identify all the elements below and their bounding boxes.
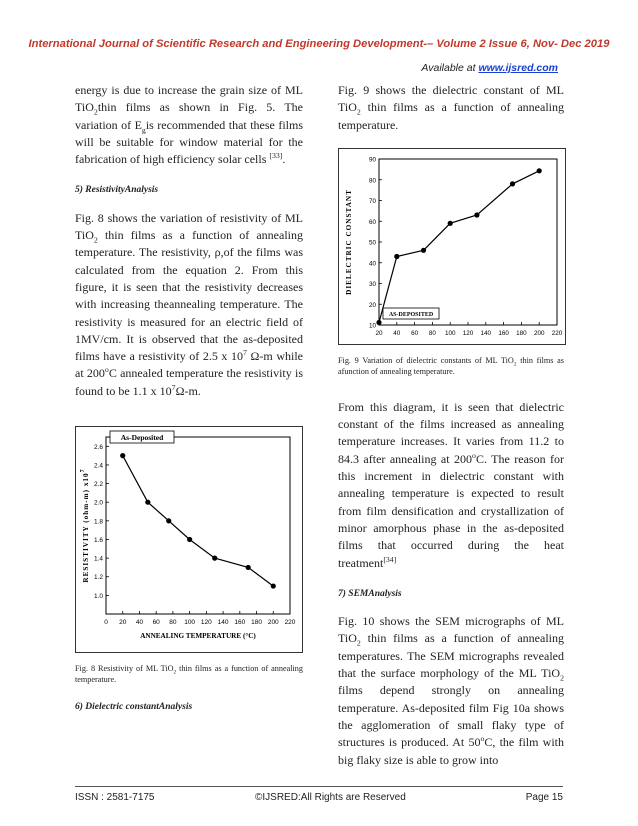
plot-frame (379, 159, 557, 325)
x-tick-label: 220 (284, 619, 296, 627)
y-tick-label: 20 (368, 301, 376, 309)
journal-link[interactable]: www.ijsred.com (478, 62, 558, 74)
x-tick-label: 180 (251, 619, 262, 627)
y-axis-label: DIELECTRIC CONSTANT (345, 189, 353, 295)
left-paragraph-2: Fig. 8 shows the variation of resistivity of ML TiO$_2$ thin films as a function of annealing temperature. The resistivity, ρ,of the films was calculated from the equation 2. From this figure, it is seen that the resistivity decreases with increasing theannealing temperature. The resistivity is measured for an electric field of 1MV/cm. It is observed that the as-deposited films have a resistivity of 2.5 x $10^7$ Ω-m while at 200$^o$C annealed temperature the resistivity is found to be 1.1 x $10^7\Omega-m$. (75, 210, 304, 398)
x-tick-label: 60 (411, 329, 419, 337)
x-tick-label: 140 (480, 329, 492, 337)
data-point (474, 212, 479, 217)
y-tick-label: 2.2 (93, 481, 103, 489)
section-heading-sem: 7) SEMAnalysis (338, 588, 402, 599)
x-tick-label: 200 (533, 329, 545, 337)
x-tick-label: 0 (104, 619, 108, 627)
data-point (448, 221, 453, 226)
y-axis-label-exponent: 7 (80, 468, 86, 473)
section-heading-resistivity: 5) ResistivityAnalysis (75, 185, 159, 196)
y-tick-label: 70 (368, 197, 376, 205)
footer-page: Page 15 (525, 792, 563, 803)
series-line (379, 171, 539, 323)
footer-rights: ©IJSRED:All Rights are Reserved (255, 792, 406, 803)
footer-rule (75, 786, 563, 787)
x-tick-label: 20 (119, 619, 127, 627)
y-tick-label: 80 (368, 177, 376, 185)
x-tick-label: 180 (516, 329, 527, 337)
data-point (394, 254, 399, 259)
x-tick-label: 20 (375, 329, 383, 337)
x-tick-label: 40 (135, 619, 144, 627)
data-point (166, 518, 171, 523)
x-tick-label: 160 (234, 619, 246, 627)
legend-label: AS-DEPOSITED (388, 311, 434, 318)
data-point (120, 453, 125, 458)
data-point (376, 320, 381, 325)
y-tick-label: 1.4 (93, 555, 103, 563)
x-tick-label: 60 (152, 619, 160, 627)
data-point (145, 500, 150, 505)
data-point (212, 556, 217, 561)
data-point (246, 565, 251, 570)
y-tick-label: 1.0 (93, 592, 103, 600)
y-tick-label: 90 (368, 156, 376, 164)
legend-label: As-Deposited (120, 433, 164, 443)
y-tick-label: 2.0 (93, 499, 103, 507)
figure-8-caption: Fig. 8 Resistivity of ML TiO$_2$ thin films as a function of annealing temperature. (75, 664, 303, 685)
x-tick-label: 80 (428, 329, 436, 337)
x-tick-label: 140 (217, 619, 229, 627)
right-paragraph-1: Fig. 9 shows the dielectric constant of ML TiO$_2$ thin films as a function of annealing temperature. (338, 83, 564, 132)
data-point (421, 248, 426, 253)
series-line (123, 456, 274, 586)
available-at (421, 62, 558, 74)
footer-issn: ISSN : 2581-7175 (75, 792, 155, 803)
available-prefix: Available at (421, 62, 479, 74)
x-tick-label: 80 (169, 619, 177, 627)
x-tick-label: 40 (393, 329, 401, 337)
y-tick-label: 30 (368, 280, 376, 288)
data-point (271, 583, 276, 588)
x-tick-label: 200 (267, 619, 279, 627)
y-tick-label: 1.2 (93, 574, 103, 582)
y-tick-label: 50 (368, 239, 376, 247)
figure-9 (338, 148, 566, 345)
figure-8-chart (76, 427, 302, 652)
figure-9-chart (339, 149, 565, 344)
y-tick-label: 2.6 (93, 443, 103, 451)
x-tick-label: 120 (200, 619, 212, 627)
left-paragraph-1: energy is due to increase the grain size of ML TiO$_2$thin films as shown in Fig. 5. The variation of $E_gis$ recommended that these films will be suitable for window material for the fabrication of high efficiency solar cells [33]. (75, 83, 303, 167)
right-paragraph-2: From this diagram, it is seen that dielectric constant of the films increased as annealing temperature increases. It varies from 11.2 to 84.3 after annealing at 200$^o$C. The reason for this increment in dielectric constant with annealing temperature is expected to result from film densification and crystallization of minor amorphous phase in the as-deposited films that occurred during the heat treatment[34] (338, 399, 564, 570)
y-tick-label: 60 (368, 218, 376, 226)
x-axis-label: ANNEALING TEMPERATURE (°C) (140, 632, 256, 641)
y-tick-label: 1.6 (93, 537, 103, 545)
y-axis-label: RESISTIVITY (ohm-m) $x10^7$ (80, 468, 90, 583)
x-tick-label: 160 (498, 329, 509, 337)
y-tick-label: 2.4 (93, 462, 103, 470)
journal-title: International Journal of Scientific Research and Engineering Development-– Volume 2 Issue 6, Nov- Dec 2019 (28, 38, 610, 50)
right-column (338, 82, 564, 769)
data-point (537, 168, 542, 173)
figure-8 (75, 426, 303, 653)
y-tick-label: 40 (368, 260, 376, 268)
y-tick-label: 1.8 (93, 518, 103, 526)
x-tick-label: 120 (462, 329, 474, 337)
x-tick-label: 100 (184, 619, 196, 627)
data-point (510, 181, 515, 186)
left-column (75, 82, 303, 726)
x-tick-label: 220 (551, 329, 563, 337)
x-tick-label: 100 (444, 329, 456, 337)
plot-frame (106, 437, 290, 614)
y-tick-label: 10 (368, 322, 376, 330)
right-paragraph-3: Fig. 10 shows the SEM micrographs of ML TiO$_2$ thin films as a function of annealing temperatures. The SEM micrographs revealed that the surface morphology of the ML TiO$_2$ films depend strongly on annealing temperature. As-deposited film Fig 10a shows the agglomeration of small flaky type of structures is produced. At 50$^o$C, the film with big flaky size is able to grow into (338, 614, 564, 767)
data-point (187, 537, 192, 542)
section-heading-dielectric: 6) Dielectric constantAnalysis (75, 702, 193, 713)
figure-9-caption: Fig. 9 Variation of dielectric constants of ML TiO$_2$ thin films as afunction of annealing temperature. (338, 355, 564, 376)
